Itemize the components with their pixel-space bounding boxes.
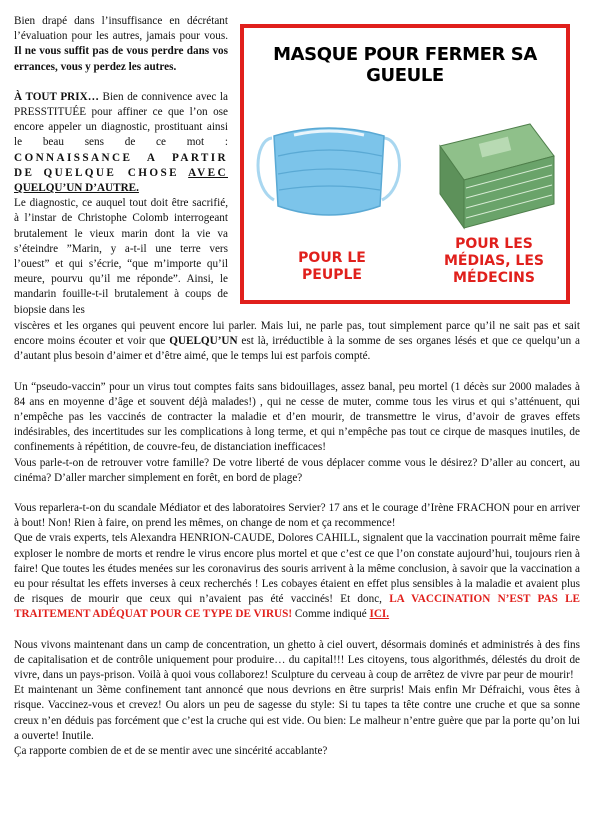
- p3-text-a: viscères et les organes qui peuvent encore lui parler. Mais lui, ne parle pas, tout simplement parce qu’il ne sait pas et sait encore moins écouter et voir que: [14, 320, 580, 348]
- intro-paragraph-1: [14, 14, 228, 75]
- paragraph-closing: Ça rapporte combien de et de se mentir avec une sincérité accablante?: [14, 745, 328, 758]
- intro-paragraph-3: Le diagnostic, ce auquel tout doit être sacrifié, à l’instar de Christophe Colomb interrogeant brutalement le vieux marin dont la vie va s’éteindre ”Marin, y a-t-il une terre vers l’ouest” et qui s’écrie, “que m’importe qu’il meure, pourvu qu’il me réponde”. Ainsi, le mandarin fouille-t-il brutalement à coups de biopsie dans les: [14, 197, 228, 316]
- poster-title: MASQUE POUR FERMER SA GUEULE: [273, 44, 537, 86]
- intro-p1-text: Bien drapé dans l’insuffisance en décrétant l’évaluation pour les autres, jamais pour vous.: [14, 15, 228, 43]
- paragraph-experts: [14, 531, 580, 622]
- body-text: [14, 319, 580, 759]
- definition-line-4: QUELQU’UN D’AUTRE.: [14, 182, 139, 195]
- p7-red-statement: LA VACCINATION N’EST PAS LE TRAITEMENT ADÉQUAT POUR CE TYPE DE VIRUS!: [14, 593, 581, 621]
- caption-media-doctors: POUR LES MÉDIAS, LES MÉDECINS: [443, 236, 544, 286]
- paragraph-vaccine: Un “pseudo-vaccin” pour un virus tout comptes faits sans bidouillages, assez banal, peu mortel (1 décès sur 2000 malades à 84 ans en moyenne d’âge et souvent déjà malades!) , qui ne cesse de muter, comme tous les virus et qui s’atténuent, qui n’empêche pas les vaccinés de contracter la maladie et d’en mourir, de transmettre le virus, d’avoir de graves effets indésirables, des incertitudes sur les complications à long terme, et qui n’empêche pas tout ce cirque de masques inutiles, de confinements à répétition, de couvre-feu, de distanciation inefficaces!: [14, 380, 580, 454]
- paragraph-camp: Nous vivons maintenant dans un camp de concentration, un ghetto à ciel ouvert, désormais dominés et administrés à des fins de capitalisation et de contrôle uniquement pour produire… du capital!!! Les citoyens, tous algorithmés, délestés du droit de vivre, dans un pays-prison. Voilà à quoi vous collaborez! Sculpture du cerveau à coup de arrêtez de vivre par peur de mourir!: [14, 638, 580, 682]
- intro-p2-lead: À TOUT PRIX…: [14, 90, 99, 103]
- paragraph-family: Vous parle-t-on de retrouver votre famille? De votre liberté de vous déplacer comme vous le désirez? D’aller au concert, au cinéma? D’aller marcher simplement en forêt, en bord de plage?: [14, 456, 580, 484]
- paragraph-3-continued: [14, 319, 580, 365]
- definition-line-2: QUELQUE CHOSE: [43, 166, 179, 179]
- caption-people: POUR LE PEUPLE: [298, 250, 366, 283]
- p3-bold: QUELQU’UN: [169, 335, 238, 348]
- p3-text-b: est là, irréductible à la somme de ses organes lésés et que ce quelqu’un a d’autant plus besoin d’aimer et d’être aimé, que le temps lui est parfois compté.: [14, 335, 581, 363]
- paragraph-mediator: Vous reparlera-t-on du scandale Médiator et des laboratoires Servier? 17 ans et le courage d’Irène FRACHON pour en arriver à bout! Non! Rien à faire, on prend les mêmes, on change de nom et ça recommence!: [14, 502, 580, 530]
- intro-p2-text: Bien de connivence avec la PRESSTITUÉE pour affiner ce que l’on ose encore appeler un diagnostic, prostituant ainsi le beau sens de ce mot :: [14, 90, 229, 149]
- paragraph-confinement: Et maintenant un 3ème confinement tant annoncé que nous devrions en être surpris! Mais enfin Mr Défraichi, vous êtes à risque. Vaccinez-vous et crevez! Ou alors un peu de sagesse du style: Si tu tapes ta tête contre une cruche et que sa sonne creux n’en déduis pas forcément que c’est la cruche qui est vide. Ou bien: Le malheur n’entre guère que par la porte qu’on lui a ouverte! Inutile.: [14, 684, 580, 742]
- definition-line-1: CONNAISSANCE A PARTIR DE: [14, 151, 228, 179]
- intro-paragraph-2: [14, 90, 228, 196]
- surgical-mask-icon: [258, 128, 400, 215]
- mask-poster: [240, 24, 570, 304]
- money-stack-icon: [440, 124, 554, 228]
- p7-text: Que de vrais experts, tels Alexandra HENRION-CAUDE, Dolores CAHILL, signalent que la vaccination pourrait même faire exploser le nombre de morts et rendre le virus encore plus mortel et que c’est ce que l’on constate aujourd’hui, toujours rien à faire! Que toutes les études menées sur les coronavirus des souris arrivent à la même conclusion, à savoir que la vaccination a eu pour résultat les effets inverses à ceux recherchés ! Les cobayes étaient en effet plus sensibles à la maladie et avaient plus de risques de mourir que ceux qui n’avaient pas été vaccinés! Et donc,: [14, 532, 580, 606]
- intro-p1-bold: Il ne vous suffit pas de vous perdre dans vos errances, vous y perdez les autres.: [14, 45, 228, 73]
- p7-text-b: Comme indiqué: [294, 608, 367, 621]
- intro-column: [14, 14, 228, 318]
- definition-line-3: AVEC: [188, 166, 228, 179]
- ici-link[interactable]: ICI.: [369, 608, 390, 621]
